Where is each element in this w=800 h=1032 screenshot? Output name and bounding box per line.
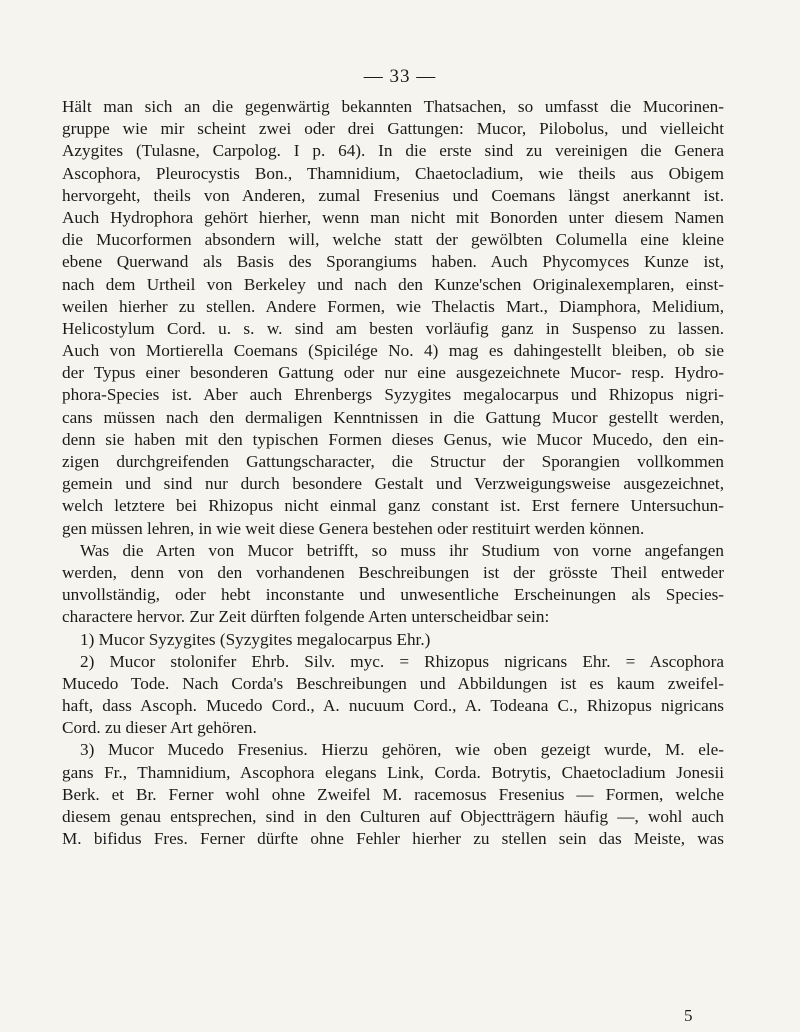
page-number: — 33 — [363, 66, 437, 87]
text-line: Auch Hydrophora gehört hierher, wenn man nicht mit Bonorden unter diesem Namen [62, 207, 724, 227]
text-line: cans müssen nach den dermaligen Kenntnissen in die Gattung Mucor gestellt werden, [62, 407, 724, 427]
text-line: gen müssen lehren, in wie weit diese Genera bestehen oder restituirt werden können. [62, 518, 645, 538]
text-line: nach dem Urtheil von Berkeley und nach den Kunze'schen Originalexemplaren, einst- [62, 274, 724, 294]
text-line: Was die Arten von Mucor betrifft, so muss ihr Studium von vorne angefangen [80, 540, 724, 560]
text-line: ebene Querwand als Basis des Sporangiums haben. Auch Phycomyces Kunze ist, [62, 252, 724, 272]
text-line: unvollständig, oder hebt inconstante und unwesentliche Erscheinungen als Species- [62, 585, 724, 605]
text-line: Berk. et Br. Ferner wohl ohne Zweifel M. racemosus Fresenius — Formen, welche [62, 784, 724, 804]
text-line: werden, denn von den vorhandenen Beschreibungen ist der grösste Theil entweder [62, 562, 724, 582]
text-line: Mucedo Tode. Nach Corda's Beschreibungen und Abbildungen ist es kaum zweifel- [62, 673, 724, 693]
text-line: Ascophora, Pleurocystis Bon., Thamnidium, Chaetocladium, wie theils aus Obigem [62, 163, 724, 183]
body-text [62, 96, 724, 850]
text-line: zigen durchgreifenden Gattungscharacter, die Structur der Sporangien vollkommen [62, 452, 724, 471]
text-line: charactere hervor. Zur Zeit dürften folgende Arten unterscheidbar sein: [62, 607, 550, 627]
text-line: gemein und sind nur durch besondere Gestalt und Verzweigungsweise ausgezeichnet, [62, 474, 724, 494]
text-line: der Typus einer besonderen Gattung oder nur eine ausgezeichnete Mucor- resp. Hydro- [62, 363, 724, 383]
text-line: 1) Mucor Syzygites (Syzygites megalocarpus Ehr.) [80, 629, 431, 649]
text-line: weilen hierher zu stellen. Andere Formen, wie Thelactis Mart., Diamphora, Melidium, [62, 296, 724, 316]
text-line: Helicostylum Cord. u. s. w. sind am besten vorläufig ganz in Suspenso zu lassen. [62, 318, 724, 338]
text-line: denn sie haben mit den typischen Formen dieses Genus, wie Mucor Mucedo, den ein- [62, 429, 724, 449]
text-line: Hält man sich an die gegenwärtig bekannten Thatsachen, so umfasst die Mucorinen- [62, 97, 724, 116]
text-line: Cord. zu dieser Art gehören. [62, 718, 257, 738]
text-line: phora-Species ist. Aber auch Ehrenbergs Syzygites megalocarpus und Rhizopus nigri- [62, 385, 724, 405]
text-line: die Mucorformen absondern will, welche statt der gewölbten Columella eine kleine [62, 230, 724, 250]
text-line: haft, dass Ascoph. Mucedo Cord., A. nucuum Cord., A. Todeana C., Rhizopus nigricans [62, 696, 724, 716]
text-line: hervorgeht, theils von Anderen, zumal Fresenius und Coemans längst anerkannt ist. [62, 185, 724, 205]
text-line: 2) Mucor stolonifer Ehrb. Silv. myc. = Rhizopus nigricans Ehr. = Ascophora [80, 651, 724, 671]
text-line: Azygites (Tulasne, Carpolog. I p. 64). In die erste sind zu vereinigen die Genera [62, 141, 724, 161]
text-line: welch letztere bei Rhizopus nicht einmal ganz constant ist. Erst fernere Untersuchun- [62, 496, 724, 516]
text-line: diesem genau entsprechen, sind in den Culturen auf Objectträgern häufig —, wohl auch [62, 807, 724, 826]
text-line: gruppe wie mir scheint zwei oder drei Gattungen: Mucor, Pilobolus, und vielleicht [62, 119, 724, 139]
text-line: gans Fr., Thamnidium, Ascophora elegans Link, Corda. Botrytis, Chaetocladium Jonesii [62, 762, 724, 782]
text-line: 3) Mucor Mucedo Fresenius. Hierzu gehören, wie oben gezeigt wurde, M. ele- [80, 740, 724, 760]
signature-mark: 5 [684, 1006, 693, 1025]
text-line: Auch von Mortierella Coemans (Spicilége No. 4) mag es dahingestellt bleiben, ob sie [62, 341, 724, 361]
text-line: M. bifidus Fres. Ferner dürfte ohne Fehler hierher zu stellen sein das Meiste, was [62, 829, 724, 849]
